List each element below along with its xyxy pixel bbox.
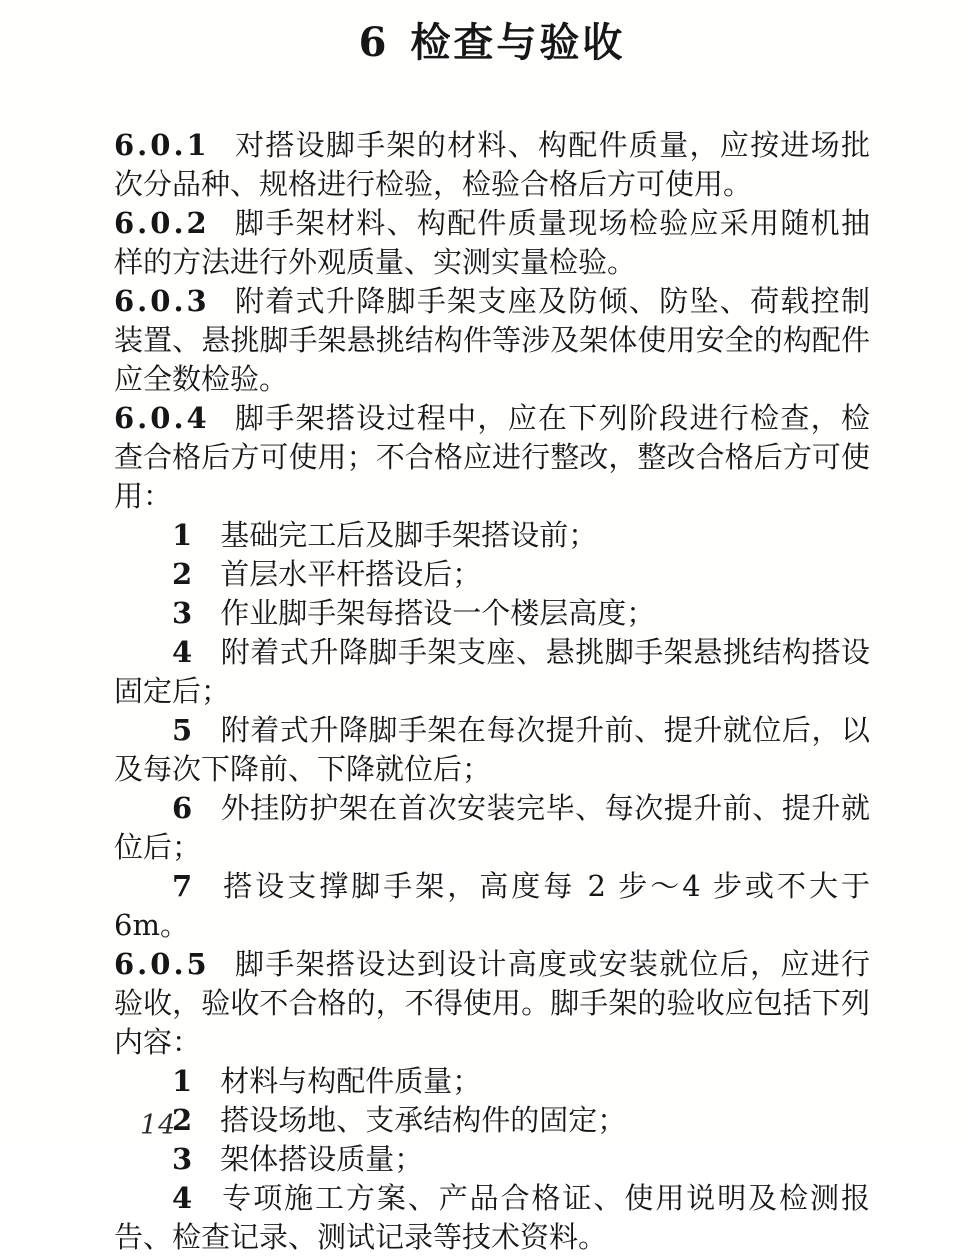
item-number: 6 xyxy=(172,791,193,825)
item-number: 7 xyxy=(172,869,193,903)
clause-6.0.4-item-6 xyxy=(114,789,870,867)
item-text: 基础完工后及脚手架搭设前； xyxy=(220,518,598,552)
clause-6.0.5-item-4 xyxy=(114,1179,870,1257)
item-number: 3 xyxy=(172,596,193,630)
item-number: 2 xyxy=(172,1103,193,1137)
item-number: 2 xyxy=(172,557,193,591)
item-number: 4 xyxy=(172,635,193,669)
item-text: 架体搭设质量； xyxy=(220,1142,424,1176)
clause-6.0.3 xyxy=(114,282,870,399)
clause-6.0.4-item-4 xyxy=(114,633,870,711)
clause-number: 6.0.3 xyxy=(114,284,210,318)
clause-6.0.4-item-3 xyxy=(114,594,870,633)
item-text: 专项施工方案、产品合格证、使用说明及检测报告、检查记录、测试记录等技术资料。 xyxy=(114,1181,870,1254)
item-text: 首层水平杆搭设后； xyxy=(220,557,482,591)
item-number: 4 xyxy=(172,1181,193,1215)
item-text: 搭设支撑脚手架，高度每 2 步～4 步或不大于 6m。 xyxy=(114,869,870,942)
clause-number: 6.0.4 xyxy=(114,401,210,435)
chapter-title-text: 检查与验收 xyxy=(410,19,626,66)
clause-text: 脚手架搭设达到设计高度或安装就位后，应进行验收，验收不合格的，不得使用。脚手架的验收应包括下列内容： xyxy=(114,947,870,1059)
clause-6.0.5 xyxy=(114,945,870,1062)
clause-6.0.2 xyxy=(114,204,870,282)
chapter-title xyxy=(114,20,870,66)
page-number: 14 xyxy=(140,1110,177,1141)
item-number: 1 xyxy=(172,1064,193,1098)
clause-6.0.1 xyxy=(114,126,870,204)
item-number: 3 xyxy=(172,1142,193,1176)
clause-text: 脚手架材料、构配件质量现场检验应采用随机抽样的方法进行外观质量、实测实量检验。 xyxy=(114,206,870,279)
clause-6.0.5-item-3 xyxy=(114,1140,870,1179)
item-text: 附着式升降脚手架支座、悬挑脚手架悬挑结构搭设固定后； xyxy=(114,635,870,708)
item-text: 外挂防护架在首次安装完毕、每次提升前、提升就位后； xyxy=(114,791,870,864)
item-text: 材料与构配件质量； xyxy=(220,1064,482,1098)
clause-6.0.4-item-2 xyxy=(114,555,870,594)
clause-number: 6.0.5 xyxy=(114,947,210,981)
clause-number: 6.0.1 xyxy=(114,128,210,162)
clause-6.0.4 xyxy=(114,399,870,516)
clause-text: 附着式升降脚手架支座及防倾、防坠、荷载控制装置、悬挑脚手架悬挑结构件等涉及架体使用安全的构配件应全数检验。 xyxy=(114,284,870,396)
clause-6.0.4-item-7 xyxy=(114,867,870,945)
clause-number: 6.0.2 xyxy=(114,206,210,240)
document-body xyxy=(114,126,870,1257)
item-text: 作业脚手架每搭设一个楼层高度； xyxy=(220,596,656,630)
clause-text: 对搭设脚手架的材料、构配件质量，应按进场批次分品种、规格进行检验，检验合格后方可使用。 xyxy=(114,128,870,201)
item-text: 搭设场地、支承结构件的固定； xyxy=(220,1103,627,1137)
clause-6.0.5-item-1 xyxy=(114,1062,870,1101)
item-number: 5 xyxy=(172,713,193,747)
clause-6.0.4-item-1 xyxy=(114,516,870,555)
item-text: 附着式升降脚手架在每次提升前、提升就位后，以及每次下降前、下降就位后； xyxy=(114,713,870,786)
clause-text: 脚手架搭设过程中，应在下列阶段进行检查，检查合格后方可使用；不合格应进行整改，整改合格后方可使用： xyxy=(114,401,870,513)
clause-6.0.5-item-2 xyxy=(114,1101,870,1140)
clause-6.0.4-item-5 xyxy=(114,711,870,789)
chapter-number: 6 xyxy=(358,19,387,66)
item-number: 1 xyxy=(172,518,193,552)
